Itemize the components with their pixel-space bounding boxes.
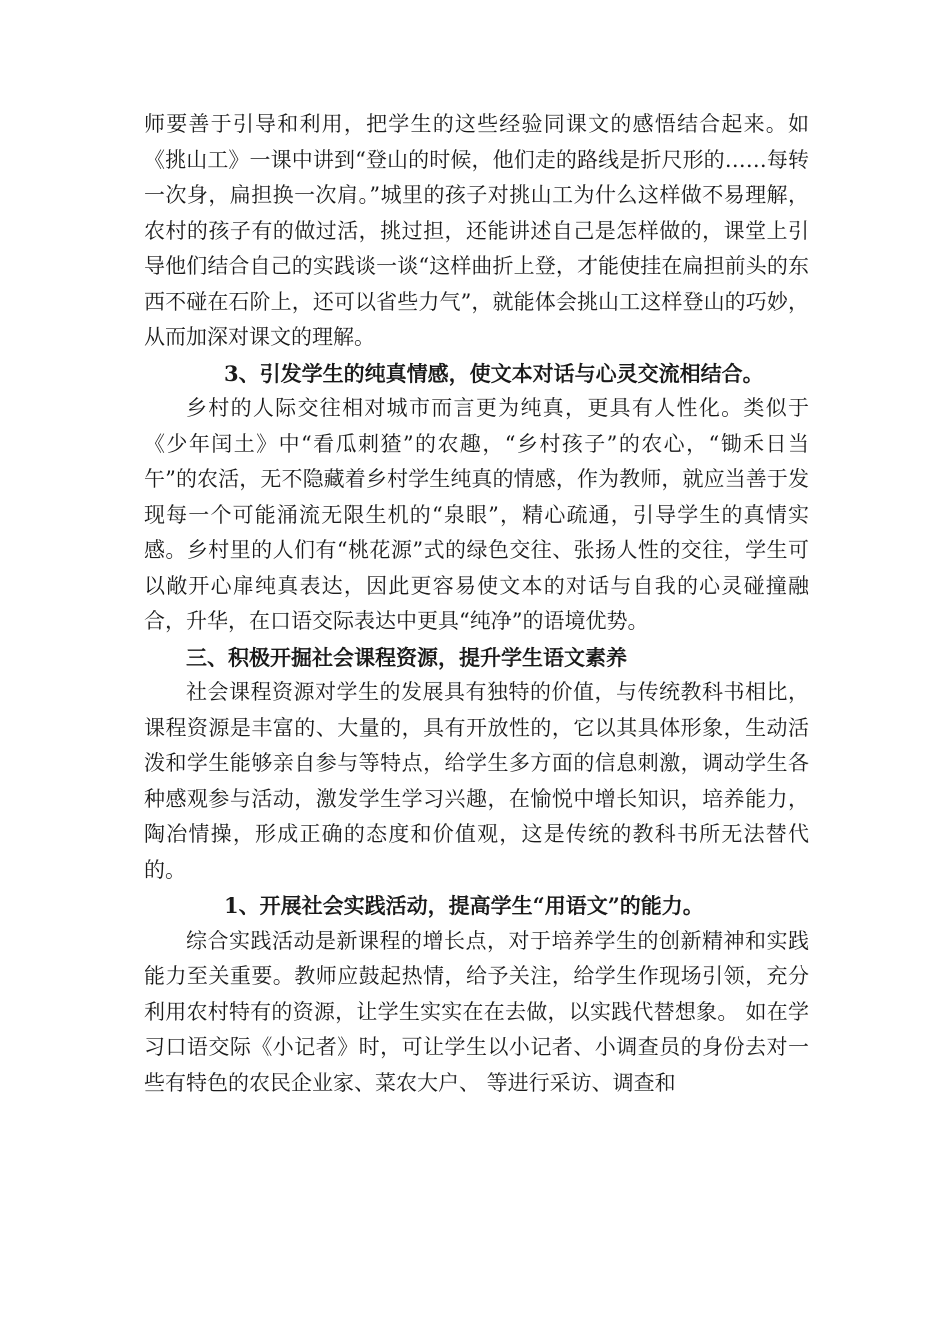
paragraph-social-resources: 社会课程资源对学生的发展具有独特的价值，与传统教科书相比，课程资源是丰富的、大量的，具有开放性的，它以其具体形象，生动活泼和学生能够亲自参与等特点，给学生多方面的信息刺激，调动学生各种感观参与活动，激发学生学习兴趣，在愉悦中增长知识，培养能力，陶冶情操，形成正确的态度和价值观，这是传统的教科书所无法替代的。 (144, 680, 809, 882)
paragraph-practice-activities: 综合实践活动是新课程的增长点，对于培养学生的创新精神和实践能力至关重要。教师应鼓起热情，给予关注，给学生作现场引领，充分利用农村特有的资源，让学生实实在在去做，以实践代替想象。 如在学习口语交际《小记者》时，可让学生以小记者、小调查员的身份去对一些有特色的农民企业家、菜农大户、 等进行采访、调查和 (144, 928, 809, 1095)
paragraph-continuation: 师要善于引导和利用，把学生的这些经验同课文的感悟结合起来。如《挑山工》一课中讲到“登山的时候，他们走的路线是折尺形的……每转一次身，扁担换一次肩。”城里的孩子对挑山工为什么这样做不易理解，农村的孩子有的做过活，挑过担，还能讲述自己是怎样做的，课堂上引导他们结合自己的实践谈一谈“这样曲折上登，才能使挂在扁担前头的东西不碰在石阶上，还可以省些力气”，就能体会挑山工这样登山的巧妙，从而加深对课文的理解。 (144, 112, 809, 349)
subheading-1: 1、开展社会实践活动，提高学生“用语文”的能力。 (224, 893, 704, 918)
subheading-3: 3、引发学生的纯真情感，使文本对话与心灵交流相结合。 (224, 360, 764, 386)
section-heading-3: 三、积极开掘社会课程资源，提升学生语文素养 (186, 644, 627, 670)
document-body (144, 107, 809, 1101)
paragraph-rural-emotion: 乡村的人际交往相对城市而言更为纯真，更具有人性化。类似于《少年闰土》中“看瓜刺猹”的农趣，“乡村孩子”的农心，“锄禾日当午”的农活，无不隐藏着乡村学生纯真的情感，作为教师，就应当善于发现每一个可能涌流无限生机的“泉眼”，精心疏通，引导学生的真情实感。乡村里的人们有“桃花源”式的绿色交往、张扬人性的交往，学生可以敞开心扉纯真表达，因此更容易使文本的对话与自我的心灵碰撞融合，升华，在口语交际表达中更具“纯净”的语境优势。 (144, 396, 809, 633)
